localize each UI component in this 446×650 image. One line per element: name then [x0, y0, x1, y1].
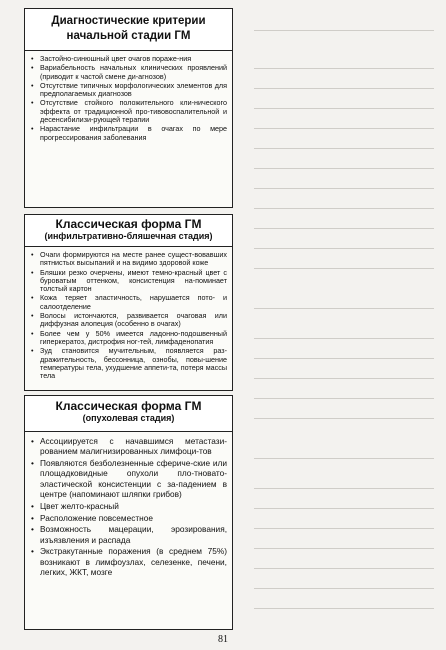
- box-header: [25, 9, 232, 51]
- list-item: • Очаги формируются на месте ранее сущест-вовавших пятнистых высыпаний и на видимо здоровой коже: [30, 251, 227, 268]
- criteria-list: [25, 51, 232, 145]
- note-line: [254, 418, 434, 419]
- note-line: [254, 378, 434, 379]
- box-header: [25, 396, 232, 432]
- list-item: • Нарастание инфильтрации в очагах по мере прогрессирования заболевания: [30, 125, 227, 142]
- box-title: Диагностические критерии начальной стадии ГМ: [51, 15, 206, 42]
- note-line: [254, 488, 434, 489]
- box-header: [25, 215, 232, 247]
- note-line: [254, 248, 434, 249]
- note-line: [254, 108, 434, 109]
- list-item: • Ассоциируется с начавшимся метастази-рованием малигнизированных лимфоци-тов: [30, 436, 227, 457]
- box-title: Классическая форма ГМ: [55, 217, 202, 231]
- list-item: • Возможность мацерации, эрозирования, изъязвления и распада: [30, 524, 227, 545]
- note-line: [254, 30, 434, 31]
- box-subtitle: (опухолевая стадия): [82, 413, 175, 423]
- note-line: [254, 68, 434, 69]
- list-item: • Вариабельность начальных клинических проявлений (приводит к частой смене ди-агнозов): [30, 64, 227, 81]
- note-line: [254, 268, 434, 269]
- box-subtitle: (инфильтративно-бляшечная стадия): [44, 231, 213, 241]
- list-item: • Появляются безболезненные сфериче-ские или площадковидные опухоли пло-тновато-эластической консистенции с за-падением в центре (напоминают шляпки грибов): [30, 458, 227, 499]
- note-line: [254, 338, 434, 339]
- note-line: [254, 568, 434, 569]
- note-line: [254, 588, 434, 589]
- list-item: • Экстракутанные поражения (в среднем 75%) возникают в лимфоузлах, селезенке, печени, легких, ЖКТ, мозге: [30, 546, 227, 577]
- list-item: • Отсутствие типичных морфологических элементов для предполагаемых диагнозов: [30, 82, 227, 99]
- note-line: [254, 188, 434, 189]
- tumor-stage-box: [24, 395, 233, 630]
- list-item: • Застойно-синюшный цвет очагов пораже-ния: [30, 55, 227, 63]
- note-line: [254, 168, 434, 169]
- features-list: [25, 432, 232, 581]
- list-item: • Расположение повсеместное: [30, 513, 227, 523]
- note-line: [254, 308, 434, 309]
- list-item: • Отсутствие стойкого положительного кли-нического эффекта от традиционной про-тивовоспалительной и десенсибилизи-рующей терапии: [30, 99, 227, 124]
- note-line: [254, 208, 434, 209]
- features-list: [25, 247, 232, 383]
- list-item: • Волосы истончаются, развивается очаговая или диффузная алопеция (особенно в очагах): [30, 312, 227, 329]
- note-line: [254, 398, 434, 399]
- notes-column: [238, 8, 438, 628]
- list-item: • Зуд становится мучительным, появляется раз-дражительность, бессонница, ознобы, повы-шение температуры тела, ухудшение аппети-та, потеря массы тела: [30, 347, 227, 380]
- box-title: Классическая форма ГМ: [55, 399, 202, 413]
- list-item: • Более чем у 50% имеется ладонно-подошвенный гиперкератоз, дистрофия ног-тей, лимфаденопатия: [30, 330, 227, 347]
- note-line: [254, 548, 434, 549]
- list-item: • Кожа теряет эластичность, нарушается пото- и салоотделение: [30, 294, 227, 311]
- diagnostic-criteria-box: [24, 8, 233, 208]
- note-line: [254, 228, 434, 229]
- note-line: [254, 508, 434, 509]
- list-item: • Бляшки резко очерчены, имеют темно-красный цвет с буроватым оттенком, консистенция на-поминает толстый картон: [30, 269, 227, 294]
- note-line: [254, 88, 434, 89]
- note-line: [254, 128, 434, 129]
- note-line: [254, 458, 434, 459]
- plaque-stage-box: [24, 214, 233, 391]
- list-item: • Цвет желто-красный: [30, 501, 227, 511]
- note-line: [254, 358, 434, 359]
- note-line: [254, 148, 434, 149]
- page-number: 81: [218, 634, 228, 645]
- note-line: [254, 608, 434, 609]
- note-line: [254, 528, 434, 529]
